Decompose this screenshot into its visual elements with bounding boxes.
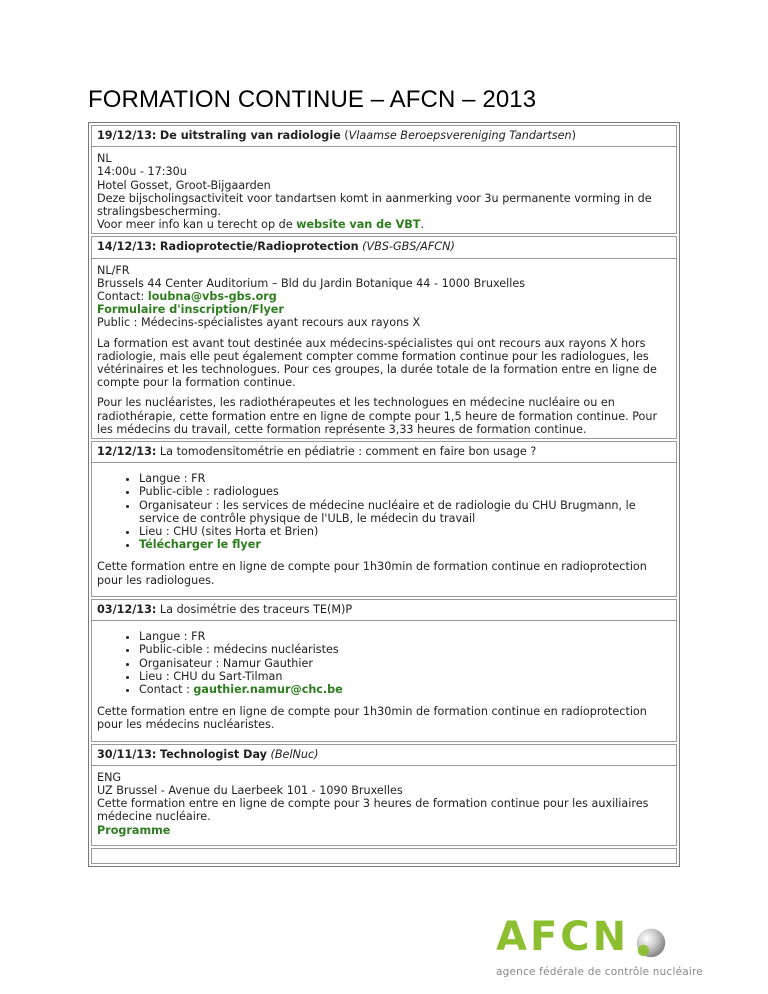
logo-sphere-icon: [632, 922, 670, 960]
event-paragraph: Cette formation entre en ligne de compte pour 1h30min de formation continue en radioprotection pour les radiologues.: [97, 560, 647, 587]
event-12-12: [91, 441, 677, 597]
list-item: • Langue : FR: [139, 472, 671, 485]
logo-subtitle: agence fédérale de contrôle nucléaire: [496, 966, 703, 978]
event-details-list: [97, 472, 671, 551]
contact-email-link[interactable]: loubna@vbs-gbs.org: [147, 290, 277, 304]
info-prefix: Voor meer info kan u terecht op de: [97, 218, 293, 232]
event-03-12: [91, 599, 677, 742]
event-location: UZ Brussel - Avenue du Laerbeek 101 - 1090 Bruxelles: [97, 783, 403, 797]
event-header: [92, 748, 676, 766]
event-public: Public : Médecins-spécialistes ayant recours aux rayons X: [97, 316, 421, 330]
download-flyer-link[interactable]: Télécharger le flyer: [139, 538, 261, 552]
event-title: De uitstraling van radiologie: [159, 129, 341, 142]
event-header: [92, 603, 676, 621]
list-item: • Organisateur : les services de médecine nucléaire et de radiologie du CHU Brugmann, le service de contrôle physique de l'ULB, le médecin du travail: [139, 499, 671, 525]
contact-label: Contact:: [97, 290, 145, 304]
event-info-line: Voor meer info kan u terecht op de website van de VBT.: [97, 218, 424, 232]
events-table: [88, 122, 680, 867]
event-19-12: [91, 125, 677, 234]
spacer: [97, 587, 671, 594]
page-title: FORMATION CONTINUE – AFCN – 2013: [88, 86, 537, 113]
event-form-line: [97, 303, 671, 316]
event-program-line: [97, 824, 671, 837]
contact-prefix: Contact :: [139, 682, 190, 696]
programme-link[interactable]: Programme: [97, 823, 171, 837]
event-language: NL/FR: [97, 263, 130, 277]
logo-wordmark: AFCN: [496, 914, 630, 960]
event-title: La tomodensitométrie en pédiatrie : comment en faire bon usage ?: [159, 445, 537, 459]
event-header: [92, 445, 676, 463]
afcn-logo: [484, 914, 703, 982]
event-organizer: Vlaamse Beroepsvereniging Tandartsen: [348, 129, 572, 142]
event-description: Cette formation entre en ligne de compte pour 3 heures de formation continue pour les auxiliaires médecine nucléaire.: [97, 797, 649, 824]
list-item: [139, 683, 671, 696]
event-14-12: [91, 236, 677, 439]
contact-email-link[interactable]: gauthier.namur@chc.be: [193, 682, 343, 696]
event-header: 19/12/13: De uitstraling van radiologie (Vlaamse Beroepsvereniging Tandartsen): [92, 129, 676, 147]
event-date: 14/12/13:: [97, 240, 157, 254]
event-organizer: (VBS-GBS/AFCN): [362, 240, 455, 254]
event-30-11: [91, 744, 677, 846]
spacer: [97, 837, 671, 843]
event-paragraph: La formation est avant tout destinée aux médecins-spécialistes qui ont recours aux rayons X hors radiologie, mais elle peut également compter comme formation continue pour les radiologues, les vétérinaires et les technologues. Pour ces groupes, la durée totale de la formation entre en ligne de compte pour la formation continue.: [97, 336, 657, 390]
event-time: 14:00u - 17:30u: [97, 165, 187, 179]
event-organizer: (BelNuc): [270, 747, 319, 761]
event-description: Deze bijscholingsactiviteit voor tandartsen komt in aanmerking voor 3u permanente vorming in de stralingsbescherming.: [97, 191, 652, 219]
spacer: [97, 732, 671, 739]
event-title: Technologist Day: [159, 747, 267, 761]
event-date: 19/12/13:: [97, 129, 157, 142]
event-location: Hotel Gosset, Groot-Bijgaarden: [97, 178, 271, 192]
list-item: • Lieu : CHU (sites Horta et Brien): [139, 525, 671, 538]
event-date: 30/11/13:: [97, 747, 157, 761]
event-paragraph: Cette formation entre en ligne de compte pour 1h30min de formation continue en radioprotection pour les médecins nucléaristes.: [97, 705, 647, 732]
event-contact: [97, 290, 671, 303]
list-item: • Public-cible : médecins nucléaristes: [139, 643, 671, 656]
event-details-list: [97, 630, 671, 696]
list-item: [139, 538, 671, 551]
vbt-website-link[interactable]: website van de VBT: [296, 218, 421, 232]
list-item: • Public-cible : radiologues: [139, 485, 671, 498]
registration-form-link[interactable]: Formulaire d'inscription/Flyer: [97, 303, 284, 317]
event-title: Radioprotectie/Radioprotection: [159, 240, 359, 254]
event-language: NL: [97, 152, 112, 166]
list-item: • Lieu : CHU du Sart-Tilman: [139, 670, 671, 683]
list-item: • Organisateur : Namur Gauthier: [139, 657, 671, 670]
event-language: ENG: [97, 770, 122, 784]
event-date: 12/12/13:: [97, 445, 157, 459]
event-title: La dosimétrie des traceurs TE(M)P: [159, 602, 353, 616]
event-paragraph: Pour les nucléaristes, les radiothérapeutes et les technologues en médecine nucléaire ou en radiothérapie, cette formation entre en ligne de compte pour 1,5 heure de formation continue. Pour les médecins du travail, cette formation représente 3,33 heures de formation continue.: [97, 396, 658, 436]
event-header: [92, 240, 676, 258]
list-item: • Langue : FR: [139, 630, 671, 643]
event-date: 03/12/13:: [97, 602, 157, 616]
empty-row: [91, 848, 677, 864]
event-location: Brussels 44 Center Auditorium – Bld du Jardin Botanique 44 - 1000 Bruxelles: [97, 276, 526, 290]
